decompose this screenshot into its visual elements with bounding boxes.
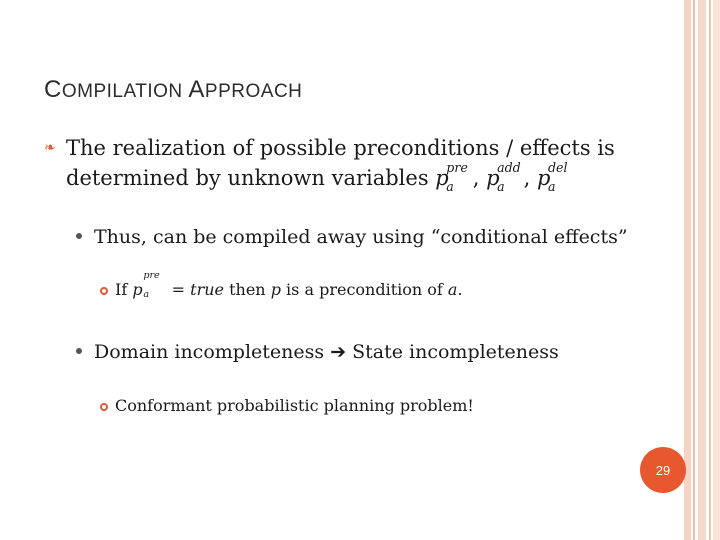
math-p: p [270, 280, 281, 299]
bullet-level3: Conformant probabilistic planning problem! [115, 396, 474, 415]
bullet-text-line2 [66, 160, 615, 194]
bullet-text: . [457, 280, 463, 299]
slide-title [44, 76, 302, 104]
bullet-text: determined by unknown variables [66, 166, 436, 190]
math-true: true [190, 280, 225, 299]
bullet-text: If [115, 280, 133, 299]
math-a: a [447, 280, 458, 299]
bullet-text: is a precondition of [280, 280, 448, 299]
bullet-text: Domain incompleteness [94, 341, 331, 363]
bullet-text: State incompleteness [346, 341, 559, 363]
page-number: 29 [655, 462, 671, 478]
dot-bullet-icon [76, 348, 82, 354]
page-number-badge [640, 447, 686, 493]
separator: , [472, 166, 480, 190]
math-var-add: p add a [486, 160, 521, 194]
title-word: PPROACH [204, 81, 303, 102]
ring-bullet-icon [100, 403, 108, 411]
bullet-text: The realization of possible preconditions / effects is [66, 136, 615, 160]
ring-bullet-icon [100, 287, 108, 295]
bullet-icon: ❧ [44, 140, 56, 156]
title-word: OMPILATION [61, 81, 183, 102]
bullet-level2 [94, 341, 559, 363]
decorative-stripe [684, 0, 691, 540]
bullet-level2: Thus, can be compiled away using “conditional effects” [94, 226, 628, 248]
bullet-level3 [115, 270, 463, 300]
bullet-text: then [224, 280, 271, 299]
arrow-right-icon: ➔ [330, 341, 347, 363]
decorative-stripe [698, 0, 706, 540]
dot-bullet-icon [76, 233, 82, 239]
bullet-level1 [66, 133, 615, 193]
title-letter: C [44, 76, 62, 103]
title-letter: A [188, 76, 205, 103]
bullet-text: = [166, 280, 191, 299]
decorative-stripe [709, 0, 711, 540]
separator: , [523, 166, 531, 190]
decorative-stripe [713, 0, 720, 540]
decorative-stripe [693, 0, 695, 540]
math-var-del: p del a [536, 160, 568, 194]
math-var-pre: p pre a [435, 160, 468, 194]
math-var-pre: p pre a [132, 270, 160, 300]
